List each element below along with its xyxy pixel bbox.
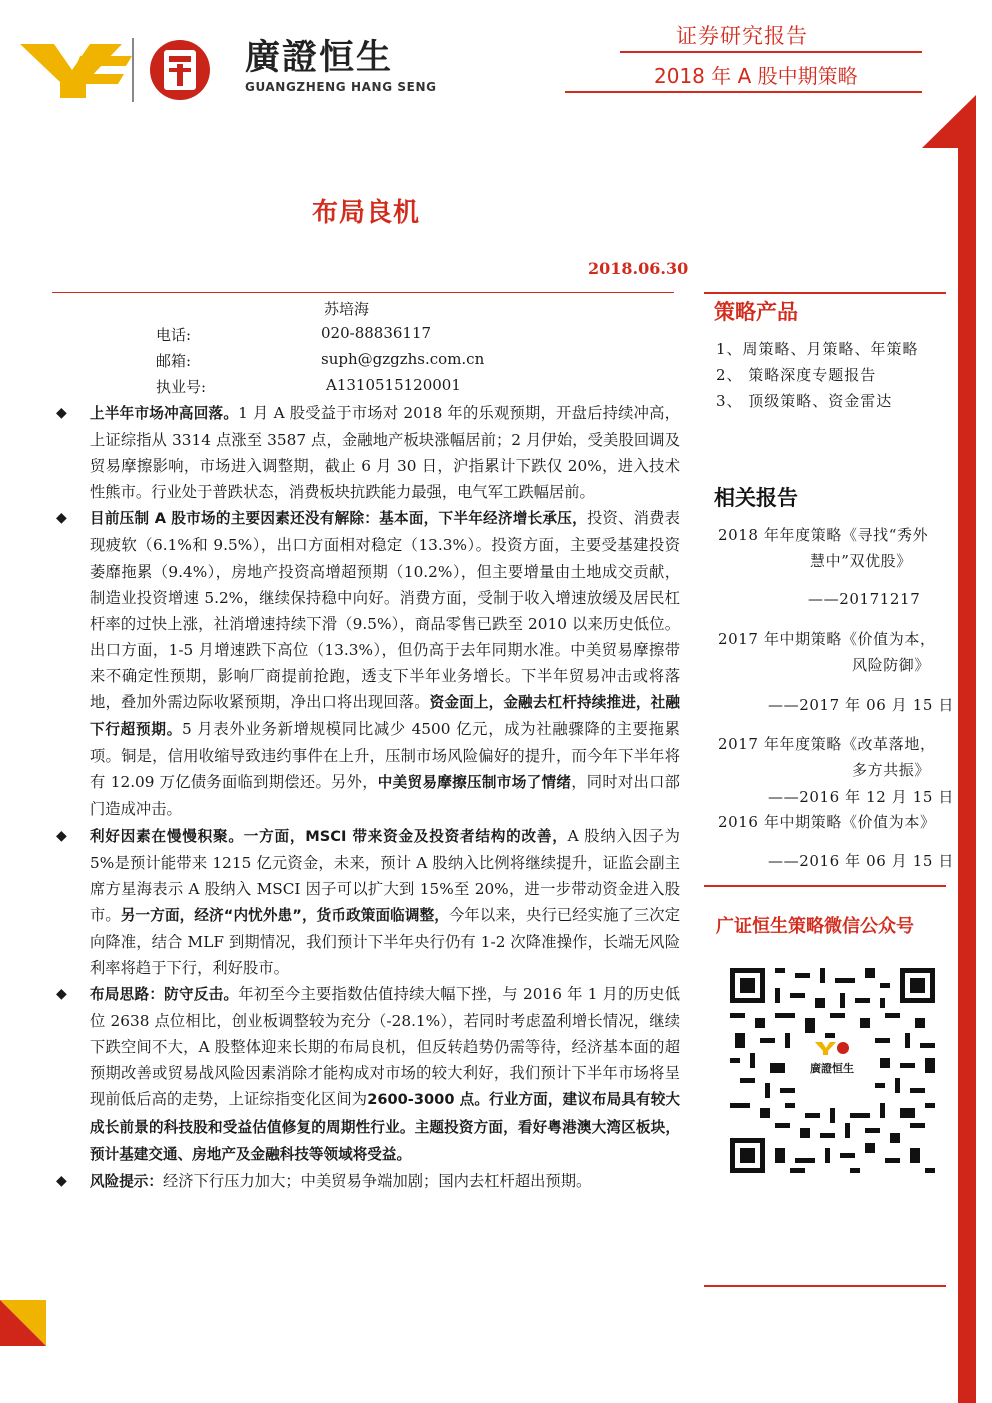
diamond-bullet-icon: ◆ — [56, 510, 67, 527]
sidebar-divider — [704, 885, 946, 887]
related-report-date: ——20171217 — [808, 590, 921, 608]
email-label: 邮箱: — [156, 352, 192, 370]
related-report-title[interactable]: 风险防御》 — [852, 656, 931, 674]
related-report-date: ——2017 年 06 月 15 日 — [768, 696, 954, 714]
paragraph-lead: 风险提示： — [90, 1172, 163, 1190]
related-title: 相关报告 — [714, 486, 798, 510]
paragraph-text: ，同时对出口部门造成冲击。 — [90, 773, 680, 819]
paragraph-lead: 目前压制 A 股市场的主要因素还没有解除：基本面，下半年经济增长承压， — [90, 510, 587, 528]
report-date: 2018.06.30 — [588, 259, 689, 278]
title-divider — [52, 292, 674, 293]
report-summary — [52, 400, 680, 1195]
products-title: 策略产品 — [714, 300, 798, 324]
diamond-bullet-icon: ◆ — [56, 1172, 67, 1189]
summary-paragraph — [52, 1168, 680, 1195]
product-item: 2、 策略深度专题报告 — [716, 366, 877, 384]
summary-paragraph — [52, 400, 680, 505]
related-report-title[interactable]: 2017 年中期策略《价值为本， — [718, 630, 936, 648]
paragraph-lead: 另一方面，经济“内忧外患”，货币政策面临调整， — [120, 906, 449, 924]
paragraph-text: 投资、消费表现疲软（6.1%和 9.5%），出口方面相对稳定（13.3%）。投资方面，主要受基建投资萎靡拖累（9.4%），房地产投资高增超预期（10.2%），但主要增量由土地成交贡献，制造业投资增速 5.2%，继续保持稳中向好。消费方面，受制于收入增速放缓及居民杠杆率的过快上涨，社消增速持续下滑（9.5%），商品零售已跌至 2010 以来历史低位。出口方面，1-5 月增速跌下高位（13.3%），但仍高于去年同期水准。中美贸易摩擦带来不确定性预期，影响厂商提前抢跑，透支下半年业务增长。下半年贸易冲击或将落地，叠加外需边际收紧预期，净出口将出现回落。 — [90, 509, 680, 712]
paragraph-text: 经济下行压力加大；中美贸易争端加剧；国内去杠杆超出预期。 — [162, 1171, 592, 1190]
paragraph-lead: 中美贸易摩擦压制市场了情绪 — [377, 774, 572, 792]
paragraph-lead: 上半年市场冲高回落。 — [90, 405, 239, 422]
paragraph-text: 5 月表外业务新增规模同比减少 4500 亿元，成为社融骤降的主要拖累项。铜是，信用收缩导致违约事件在上升，压制市场风险偏好的提升，而今年下半年将有 12.09 万亿债务面临到期偿还。另外， — [90, 720, 680, 792]
related-report-title[interactable]: 2016 年中期策略《价值为本》 — [718, 813, 936, 831]
paragraph-lead: 利好因素在慢慢积聚。一方面，MSCI 带来资金及投资者结构的改善， — [90, 827, 568, 845]
product-item: 3、 顶级策略、资金雷达 — [716, 392, 893, 410]
sidebar-divider — [704, 292, 946, 294]
report-subtitle: 2018 年 A 股中期策略 — [654, 64, 858, 88]
phone-label: 电话: — [156, 326, 192, 344]
logo-english-name: GUANGZHENG HANG SENG — [245, 80, 437, 94]
red-bar-top — [922, 95, 976, 148]
phone-value: 020-88836117 — [321, 324, 432, 342]
red-seal-logo-icon — [150, 40, 210, 100]
paragraph-lead: 资金面上，金融去杠杆持续推进，社融下行超预期。 — [90, 694, 680, 739]
sidebar-divider — [704, 1285, 946, 1287]
paragraph-text: 今年以来，央行已经实施了三次定向降准，结合 MLF 到期情况，我们预计下半年央行仍有 1-2 次降准操作，长端无风险利率将趋于下行，利好股市。 — [90, 905, 680, 977]
product-item: 1、周策略、月策略、年策略 — [716, 340, 919, 358]
paragraph-text: 1 月 A 股受益于市场对 2018 年的乐观预期，开盘后持续冲高，上证综指从 3314 点涨至 3587 点，金融地产板块涨幅居前；2 月伊始，受美股回调及贸易摩擦影响，市场进入调整期，截止 6 月 30 日，沪指累计下跌仅 20%，进入技术性熊市。行业处于普跌状态，消费板块抗跌能力最强，电气军工跌幅居前。 — [90, 404, 680, 502]
yellow-ye-logo-icon — [815, 1040, 849, 1056]
diamond-bullet-icon: ◆ — [56, 986, 67, 1003]
phone-row — [156, 324, 656, 348]
related-report-title[interactable]: 多方共振》 — [852, 761, 931, 779]
paragraph-lead: 布局思路：防守反击。 — [90, 986, 239, 1004]
email-row — [156, 350, 656, 374]
summary-paragraph — [52, 823, 680, 982]
report-title: 布局良机 — [312, 198, 421, 228]
related-report-title[interactable]: 2017 年年度策略《改革落地， — [718, 735, 936, 753]
corner-triangle-icon — [0, 1300, 50, 1350]
paragraph-text: A 股纳入因子为 5%是预计能带来 1215 亿元资金，未来，预计 A 股纳入比例将继续提升，证监会副主席方星海表示 A 股纳入 MSCI 因子可以扩大到 15%至 20%，进一步带动资金进入股市。 — [90, 826, 680, 924]
summary-paragraph — [52, 505, 680, 822]
report-type: 证券研究报告 — [676, 24, 808, 48]
author-name: 苏培海 — [324, 300, 370, 318]
paragraph-text: 年初至今主要指数估值持续大幅下挫，与 2016 年 1 月的历史低位 2638 点位相比，创业板调整较为充分（-28.1%），若同时考虑盈利增长情况，继续下跌空间不大，A 股整体迎来长期的布局良机，但反转趋势仍需等待，经济基本面的超预期改善或贸易战风险因素消除才能构成对市场的较大利好，我们预计下半年市场将呈现前低后高的走势，上证综指变化区间为 — [90, 985, 680, 1109]
related-report-date: ——2016 年 06 月 15 日 — [768, 852, 954, 870]
license-label: 执业号: — [156, 378, 207, 396]
header-divider — [565, 91, 922, 93]
license-row — [156, 376, 656, 400]
related-report-title[interactable]: 2018 年年度策略《寻找“秀外 — [718, 526, 929, 544]
header-divider — [620, 51, 922, 53]
related-report-title[interactable]: 慧中”双优股》 — [810, 552, 912, 570]
logo-chinese-name: 廣證恒生 — [245, 38, 394, 78]
yellow-ye-logo-icon — [20, 44, 132, 98]
wechat-title: 广证恒生策略微信公众号 — [716, 916, 914, 937]
paragraph-lead: 2600-3000 点。行业方面，建议布局具有较大成长前景的科技股和受益估值修复的周期性行业。主题投资方面，看好粤港澳大湾区板块，预计基建交通、房地产及金融科技等领域将受益。 — [90, 1091, 680, 1163]
diamond-bullet-icon: ◆ — [56, 405, 67, 421]
qr-center-logo — [802, 1040, 862, 1090]
license-value: A1310515120001 — [326, 376, 461, 394]
email-value[interactable]: suph@gzgzhs.com.cn — [321, 350, 485, 368]
summary-paragraph — [52, 981, 680, 1168]
qr-center-label: 廣證恒生 — [810, 1062, 854, 1075]
red-side-bar — [958, 148, 976, 1403]
diamond-bullet-icon: ◆ — [56, 827, 67, 844]
related-report-date: ——2016 年 12 月 15 日 — [768, 788, 954, 806]
